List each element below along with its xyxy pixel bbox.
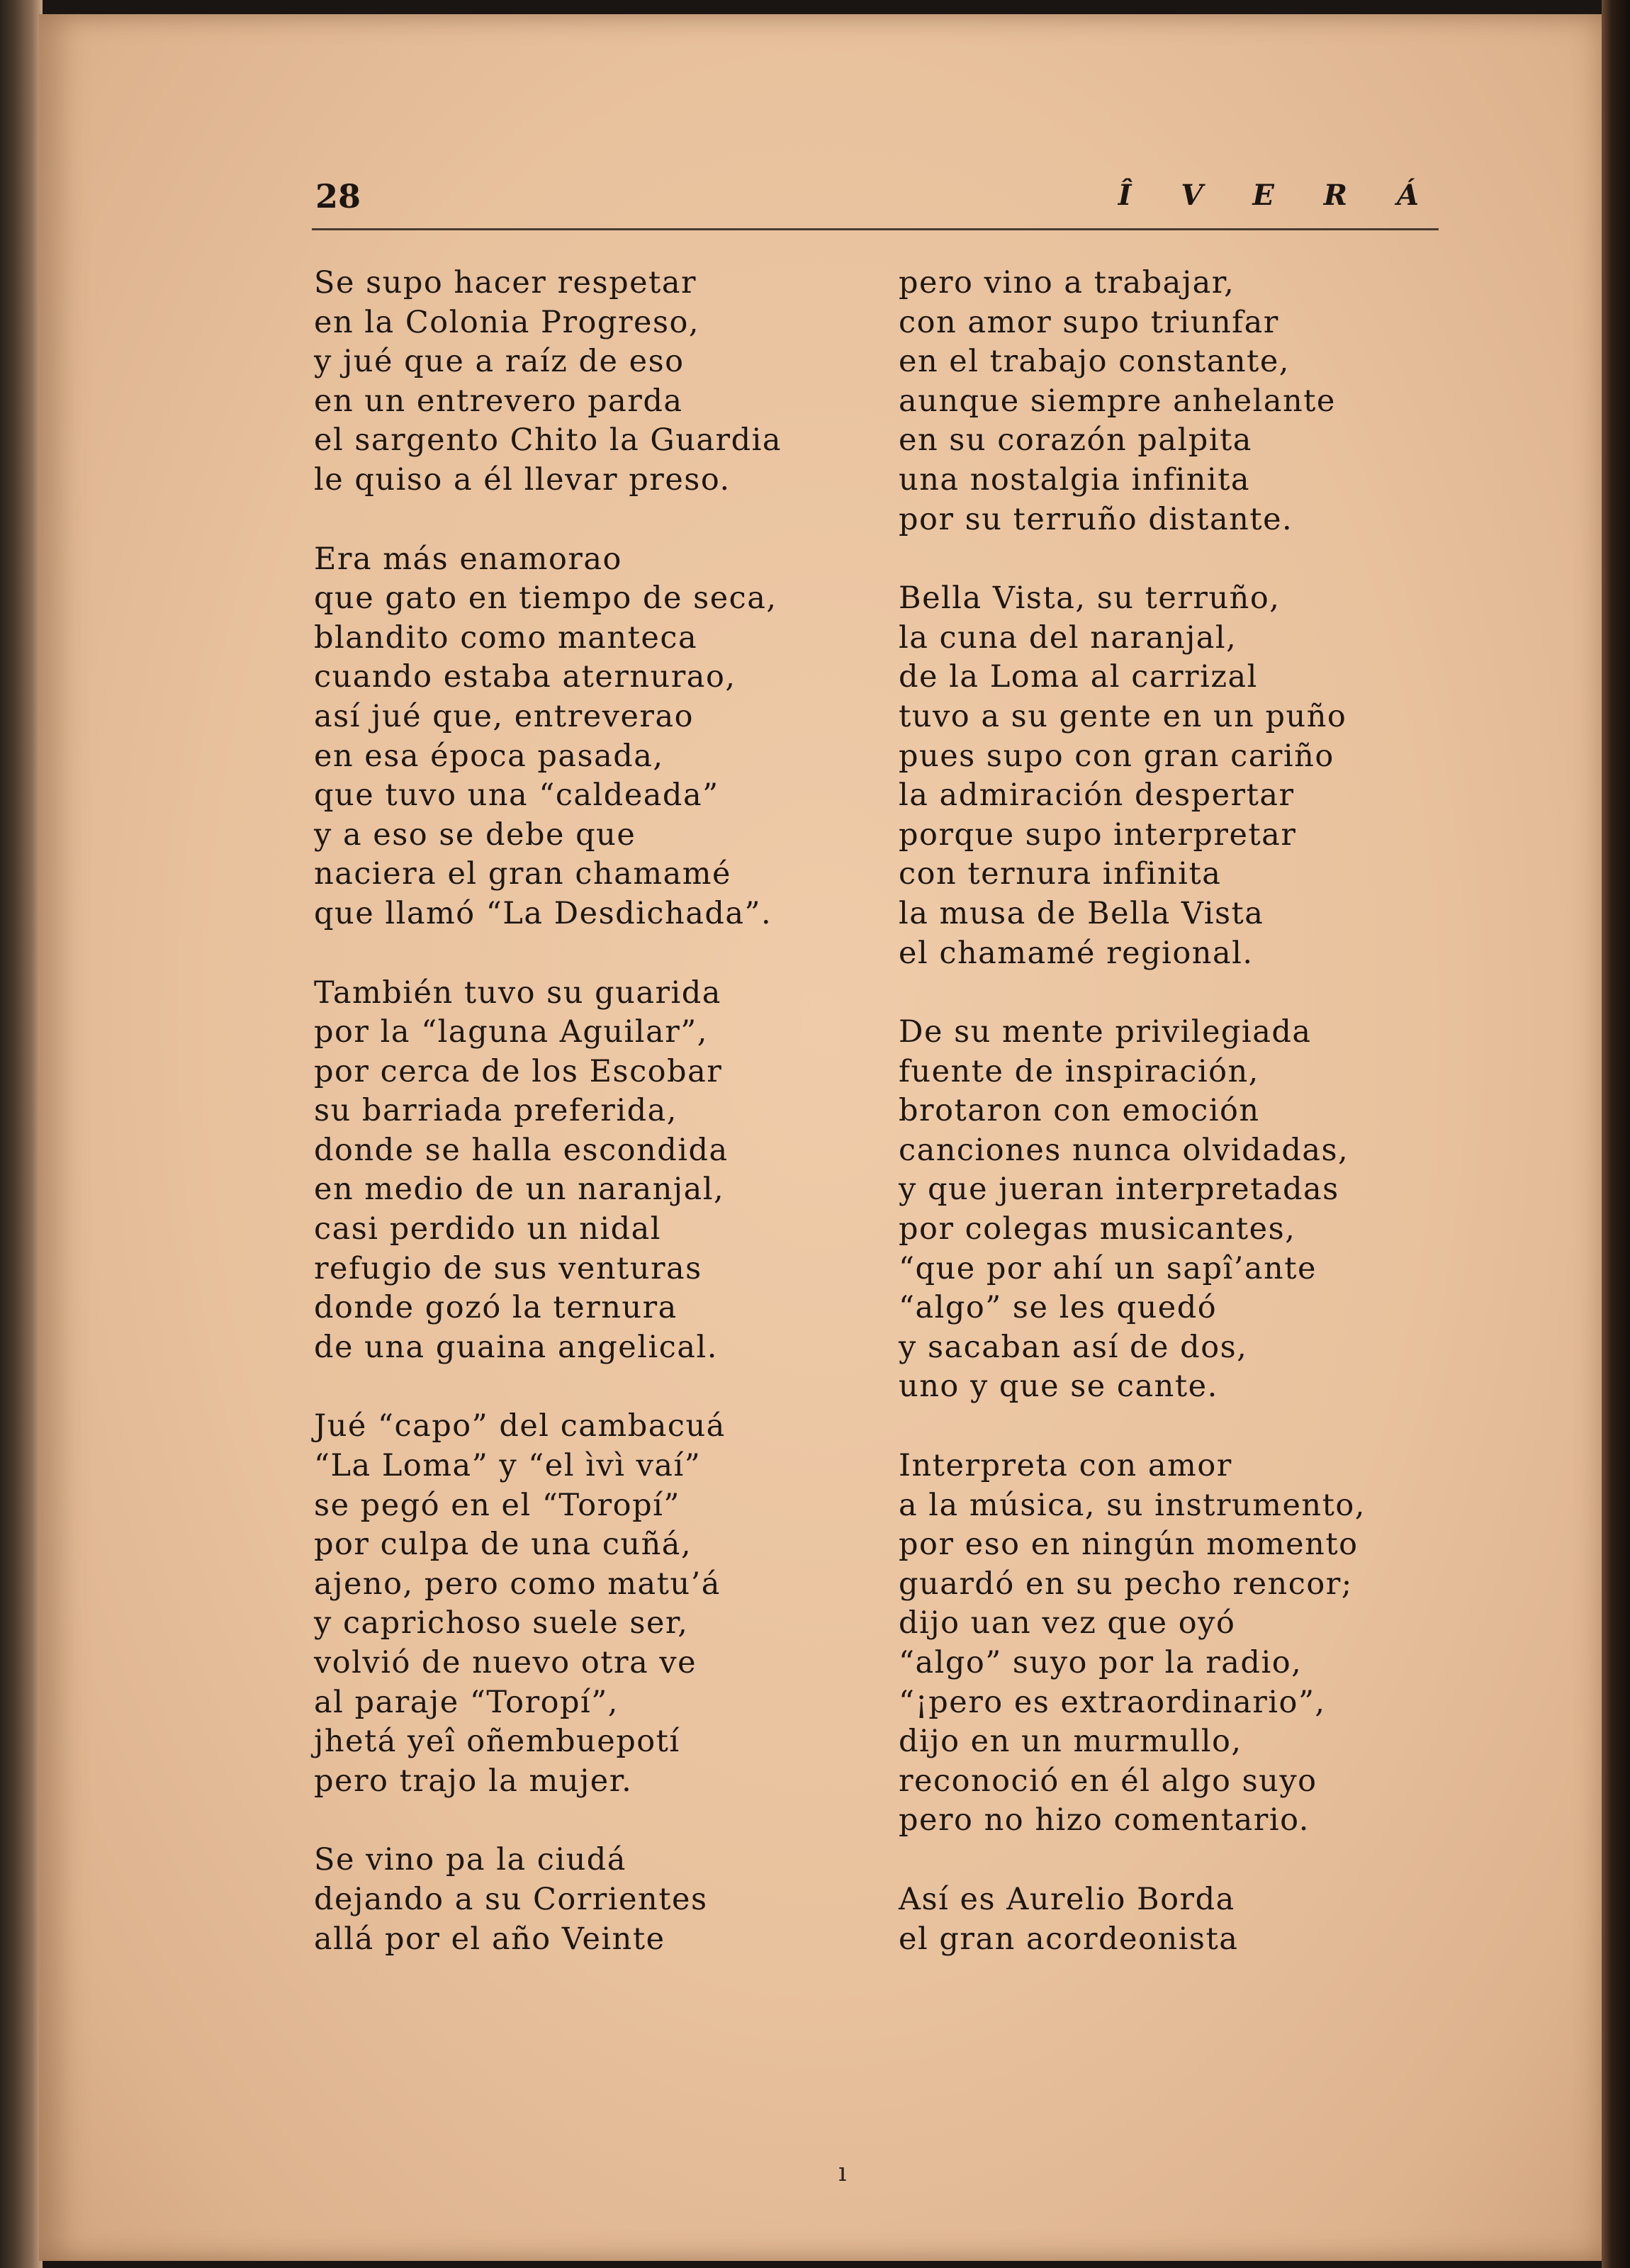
verse-line: tuvo a su gente en un puño xyxy=(899,698,1347,734)
verse-line: que llamó “La Desdichada”. xyxy=(314,895,772,931)
verse-line: pero no hizo comentario. xyxy=(899,1802,1310,1838)
verse-line: fuente de inspiración, xyxy=(899,1053,1259,1089)
verse-line: que tuvo una “caldeada” xyxy=(314,777,719,814)
verse-line: por su terruño distante. xyxy=(899,501,1293,537)
verse-line: el sargento Chito la Guardia xyxy=(314,422,782,459)
verse-line: Bella Vista, su terruño, xyxy=(899,580,1281,617)
verse-line: Jué “capo” del cambacuá xyxy=(314,1408,726,1444)
stanza xyxy=(899,579,1437,973)
verse-line: su barriada preferida, xyxy=(314,1093,678,1129)
verse-line: la musa de Bella Vista xyxy=(899,895,1264,931)
verse-line: También tuvo su guarida xyxy=(314,975,721,1011)
verse-line: le quiso a él llevar preso. xyxy=(314,461,731,498)
verse-line: así jué que, entreverao xyxy=(314,698,695,734)
verse-line: la admiración despertar xyxy=(899,777,1295,814)
verse-line: Era más enamorao xyxy=(314,541,622,577)
verse-line: que gato en tiempo de seca, xyxy=(314,580,777,617)
stanza xyxy=(314,1841,853,1959)
verse-line: por eso en ningún momento xyxy=(899,1527,1359,1563)
verse-line: ajeno, pero como matu’á xyxy=(314,1566,721,1602)
verse-line: con amor supo triunfar xyxy=(899,304,1279,340)
verse-line: Se vino pa la ciudá xyxy=(314,1842,626,1878)
verse-line: volvió de nuevo otra ve xyxy=(314,1645,697,1680)
left-column xyxy=(314,264,853,1999)
page-header xyxy=(315,177,1439,227)
verse-line: a la música, su instrumento, xyxy=(899,1487,1366,1523)
verse-line: en la Colonia Progreso, xyxy=(314,304,700,340)
verse-line: donde se halla escondida xyxy=(314,1132,729,1168)
stanza xyxy=(899,1880,1437,1959)
verse-line: “La Loma” y “el ìvì vaí” xyxy=(314,1448,702,1484)
verse-line: y jué que a raíz de eso xyxy=(314,344,685,380)
verse-line: por colegas musicantes, xyxy=(899,1211,1296,1247)
footer-mark: ı xyxy=(838,2158,847,2187)
verse-line: brotaron con emoción xyxy=(899,1093,1260,1129)
verse-line: al paraje “Toropí”, xyxy=(314,1684,619,1720)
verse-line: allá por el año Veinte xyxy=(314,1921,665,1957)
verse-line: la cuna del naranjal, xyxy=(899,619,1237,656)
stanza xyxy=(314,1407,853,1801)
stanza xyxy=(314,264,853,500)
page-edge xyxy=(1602,0,1630,2268)
verse-line: en su corazón palpita xyxy=(899,422,1252,459)
verse-line: casi perdido un nidal xyxy=(314,1211,662,1247)
verse-line: guardó en su pecho rencor; xyxy=(899,1566,1353,1602)
verse-line: “que por ahí un sapî’ante xyxy=(899,1250,1317,1286)
verse-line: naciera el gran chamamé xyxy=(314,856,731,892)
verse-line: aunque siempre anhelante xyxy=(899,383,1336,419)
verse-line: refugio de sus venturas xyxy=(314,1250,702,1286)
page-number: 28 xyxy=(315,177,361,215)
verse-line: dejando a su Corrientes xyxy=(314,1881,708,1917)
verse-line: dijo uan vez que oyó xyxy=(899,1605,1236,1641)
verse-line: en medio de un naranjal, xyxy=(314,1172,725,1208)
stanza xyxy=(899,264,1437,539)
verse-line: por culpa de una cuñá, xyxy=(314,1527,692,1563)
verse-line: “algo” suyo por la radio, xyxy=(899,1645,1303,1680)
verse-line: en el trabajo constante, xyxy=(899,344,1290,380)
verse-line: “¡pero es extraordinario”, xyxy=(899,1684,1326,1720)
stanza xyxy=(314,974,853,1368)
stanza xyxy=(314,540,853,934)
verse-line: De su mente privilegiada xyxy=(899,1014,1312,1050)
verse-line: Interpreta con amor xyxy=(899,1448,1232,1484)
verse-line: en un entrevero parda xyxy=(314,383,683,419)
verse-line: y a eso se debe que xyxy=(314,816,636,853)
verse-line: porque supo interpretar xyxy=(899,816,1297,853)
verse-line: el gran acordeonista xyxy=(899,1921,1239,1957)
verse-line: por la “laguna Aguilar”, xyxy=(314,1014,708,1050)
stanza xyxy=(899,1447,1437,1841)
verse-line: el chamamé regional. xyxy=(899,935,1254,971)
verse-line: “algo” se les quedó xyxy=(899,1290,1218,1326)
running-title: Î V E R Á xyxy=(1118,179,1439,212)
verse-line: se pegó en el “Toropí” xyxy=(314,1487,680,1523)
verse-line: de la Loma al carrizal xyxy=(899,659,1258,695)
verse-line: blandito como manteca xyxy=(314,619,698,656)
stanza xyxy=(899,1013,1437,1407)
verse-line: con ternura infinita xyxy=(899,856,1222,892)
verse-line: donde gozó la ternura xyxy=(314,1290,678,1326)
book-spine xyxy=(0,0,43,2268)
verse-line: y caprichoso suele ser, xyxy=(314,1605,689,1641)
verse-line: Se supo hacer respetar xyxy=(314,265,697,301)
verse-line: pero trajo la mujer. xyxy=(314,1763,633,1799)
verse-line: canciones nunca olvidadas, xyxy=(899,1132,1349,1168)
verse-line: y que jueran interpretadas xyxy=(899,1172,1339,1208)
verse-line: en esa época pasada, xyxy=(314,738,664,774)
verse-line: pero vino a trabajar, xyxy=(899,265,1235,301)
verse-line: jhetá yeî oñembuepotí xyxy=(314,1724,680,1760)
verse-line: por cerca de los Escobar xyxy=(314,1053,723,1089)
verse-line: reconoció en él algo suyo xyxy=(899,1763,1317,1799)
verse-line: cuando estaba aternurao, xyxy=(314,659,736,695)
verse-line: y sacaban así de dos, xyxy=(899,1329,1248,1365)
verse-line: pues supo con gran cariño xyxy=(899,738,1334,774)
verse-line: una nostalgia infinita xyxy=(899,461,1251,498)
right-column xyxy=(899,264,1437,1999)
verse-line: dijo en un murmullo, xyxy=(899,1724,1242,1760)
verse-line: uno y que se cante. xyxy=(899,1369,1218,1405)
verse-line: Así es Aurelio Borda xyxy=(899,1881,1235,1917)
header-rule xyxy=(312,228,1439,230)
verse-line: de una guaina angelical. xyxy=(314,1329,718,1365)
